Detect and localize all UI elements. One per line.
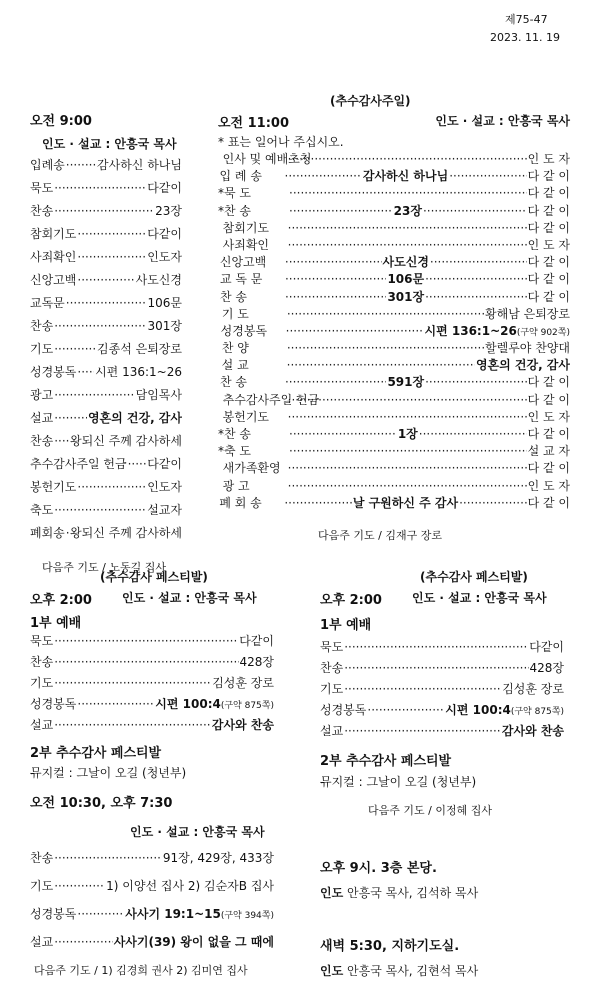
order-row [30,315,182,338]
evening-prayer [320,857,478,901]
leader-dots [77,900,124,928]
leader-dots [288,460,527,477]
order-value: 다 같 이 [527,427,570,441]
order-label: 기도 [30,342,54,356]
order-label: 묵도 [30,181,54,195]
order-row [30,154,182,177]
leader-dots [54,673,211,694]
order-row [30,715,274,736]
dawn-prayer [320,935,478,979]
order-row [218,306,570,323]
leader-dots [449,168,526,185]
order-row [320,679,564,700]
order-label: 봉헌기도 [222,409,270,424]
order-label: 찬송 [30,434,54,448]
order-value: 황해남 은퇴장로 [485,306,570,321]
order-detail: 301장 [387,289,425,304]
order-value: 시편 136:1~26 [95,365,182,379]
service-9am-time: 오전 9:00 [30,114,92,129]
service-11am-next-prayer: 다음주 기도 / 김재구 장로 [318,528,442,542]
order-row [218,409,570,426]
order-label: 찬 송 [224,427,251,441]
service-1030-order [30,844,274,956]
leader-dots [77,223,146,246]
order-label: 축도 [30,503,54,517]
order-label: 신앙고백 [30,273,77,287]
order-row [218,254,570,271]
order-value: 1) 이양선 집사 2) 김순자B 집사 [106,879,274,893]
leader-dots [344,721,501,742]
leader-dots [77,476,146,499]
order-value: 다 같 이 [527,255,570,270]
order-value: 다 같 이 [527,169,570,184]
order-label: 설교 [30,935,54,949]
order-value: 다같이 [529,640,564,654]
leader-dots [367,700,444,721]
order-value: 428장 [239,655,274,669]
order-row [218,443,570,460]
order-row [30,384,182,407]
order-row [218,168,570,185]
leader-dots [289,426,397,443]
order-label: 입례송 [30,158,65,172]
order-label: 교 독 문 [219,272,263,287]
order-row [218,426,570,443]
order-row [218,237,570,254]
leader-dots [288,392,527,409]
order-value: 인 도 자 [527,152,570,166]
evening-prayer-leaders: 안흥국 목사, 김석하 목사 [347,886,479,900]
service-1030-time: 오전 10:30, 오후 7:30 [30,796,173,811]
leader-dots [54,844,162,872]
leader-dots [54,407,87,430]
standing-mark: * [218,427,224,441]
order-value: 다같이 [239,634,274,648]
order-row [30,928,274,956]
order-label: 찬송 [30,655,54,669]
leader-dots [285,168,362,185]
standing-mark: * [218,203,224,218]
leader-dots [54,872,105,900]
order-value: 다 같 이 [527,495,570,510]
order-row [30,223,182,246]
leader-dots [419,426,527,443]
order-value: 다 같 이 [527,203,570,218]
order-value: 다 같 이 [527,220,570,235]
leader-dots [288,478,527,495]
order-value: 설 교 자 [527,444,570,459]
festival-right-title: (추수감사 페스티발) [420,570,528,584]
order-value: 91장, 429장, 433장 [162,851,274,865]
order-reference: (구약 394쪽) [220,911,274,921]
order-row [218,151,570,168]
order-value: 김성훈 장로 [212,676,274,690]
order-row [218,478,570,495]
order-label: 광고 [30,388,54,402]
leader-dots [54,200,154,223]
leader-dots [425,289,526,306]
order-row [30,872,274,900]
leader-dots [287,340,484,357]
order-row [218,289,570,306]
leader-dots [284,495,352,512]
leader-dots [54,315,146,338]
order-label: 광 고 [222,478,250,493]
order-label: 참회기도 [222,220,270,235]
leader-dots [289,185,527,202]
leader-dots [344,679,501,700]
service-1030-officiant: 인도 · 설교 : 안흥국 목사 [130,825,265,839]
order-value: 23장 [155,204,182,218]
order-label: 설교 [320,724,344,738]
order-label: 성경봉독 [30,697,77,711]
service-9am-order [30,154,182,545]
leader-dots [430,254,527,271]
order-label: 사죄확인 [30,250,77,264]
order-value: 인도자 [147,480,182,494]
leader-dots [77,269,134,292]
festival-left-time: 오후 2:00 [30,593,92,608]
order-row [218,185,570,202]
order-detail: 날 구원하신 주 감사 [352,495,459,510]
order-reference: (구약 875쪽) [220,701,274,711]
leader-dots [288,151,527,168]
order-label: 묵 도 [224,186,251,201]
order-value: 왕되신 주께 감사하세 [70,526,182,540]
leader-dots [288,220,527,237]
order-row [320,700,564,721]
order-value: 인도자 [147,250,182,264]
leader-dots [77,694,154,715]
order-label: 추수감사주일 헌금 [30,457,127,471]
order-row [30,673,274,694]
bulletin-number: 제75-47 [505,13,548,26]
order-value: 인 도 자 [527,409,570,424]
leader-dots [128,453,147,476]
order-detail: 시편 100:4 [445,703,511,717]
dawn-prayer-info: 새벽 5:30, 지하기도실. [320,939,460,954]
order-label: 설 교 [221,358,249,373]
leader-dots [287,306,484,323]
leader-dots [289,443,527,460]
service-11am [218,112,570,543]
order-detail: 23장 [393,203,422,218]
order-label: 설교 [30,411,54,425]
leader-dots [285,254,382,271]
order-value: 다 같 이 [527,461,570,476]
order-value: 106문 [147,296,182,310]
order-label: 성경봉독 [30,365,77,379]
order-reference: (구약 902쪽) [516,327,570,338]
order-label: 입 례 송 [219,169,262,184]
leader-dots [54,652,238,673]
leader-dots [66,154,96,177]
order-value: 다 같 이 [527,392,570,407]
order-label: 찬 송 [219,289,247,304]
leader-dots [54,631,238,652]
standing-mark: * [218,444,224,459]
leader-dots [54,928,113,956]
leader-dots [344,658,528,679]
leader-dots [285,289,386,306]
leader-dots [285,374,386,391]
order-row [218,340,570,357]
service-9am [30,110,182,575]
leader-dots [66,522,69,545]
leader-dots [54,430,69,453]
order-label: 추수감사주일 헌금 [222,392,320,407]
order-row [30,522,182,545]
order-detail: 시편 136:1~26 [424,323,517,338]
order-value: 428장 [529,661,564,675]
order-label: 기도 [30,879,54,893]
leader-dots [66,292,147,315]
festival-left-officiant: 인도 · 설교 : 안흥국 목사 [121,591,257,605]
order-value: 김성훈 장로 [502,682,564,696]
evening-prayer-lead-label: 인도 [320,886,344,900]
order-label: 기 도 [221,306,249,321]
order-row [30,499,182,522]
order-row [218,357,570,374]
festival-right [320,568,564,818]
order-label: 새가족환영 [222,461,281,476]
order-row [30,900,274,928]
festival-right-time: 오후 2:00 [320,593,382,608]
order-label: 찬송 [30,319,54,333]
leader-dots [77,246,146,269]
order-row [218,271,570,288]
standing-mark: * [218,186,224,201]
order-value: 다 같 이 [527,375,570,390]
order-row [218,203,570,220]
leader-dots [286,323,424,340]
order-detail: 감사하신 하나님 [362,169,449,184]
order-row [30,177,182,200]
service-1030-next-prayer: 다음주 기도 / 1) 김경희 권사 2) 김미연 집사 [34,964,248,977]
order-value: 설교자 [147,503,182,517]
order-value: 왕되신 주께 감사하세 [70,434,182,448]
leader-dots [77,361,94,384]
leader-dots [423,203,527,220]
order-label: 찬송 [30,851,54,865]
order-value: 담임목사 [135,388,182,402]
order-label: 교독문 [30,296,65,310]
order-label: 폐 회 송 [219,495,262,510]
order-label: 봉헌기도 [30,480,77,494]
dawn-prayer-leaders: 안흥국 목사, 김현석 목사 [347,964,479,978]
order-row [30,453,182,476]
service-9am-officiant: 인도 · 설교 : 안흥국 목사 [42,137,177,151]
order-row [320,658,564,679]
order-row [30,694,274,715]
order-value: 인 도 자 [527,478,570,493]
order-label: 참회기도 [30,227,77,241]
order-row [30,631,274,652]
order-row [30,338,182,361]
order-row [30,407,182,430]
order-row [218,374,570,391]
order-row [30,246,182,269]
order-label: 기도 [320,682,344,696]
order-row [30,844,274,872]
order-label: 설교 [30,718,54,732]
order-row [30,200,182,223]
festival-right-next-prayer: 다음주 기도 / 이정혜 집사 [368,804,492,817]
leader-dots [54,384,134,407]
standing-notice: * 표는 일어나 주십시오. [218,135,344,149]
evening-prayer-info: 오후 9시. 3층 본당. [320,861,437,876]
order-value: 301장 [147,319,182,333]
leader-dots [54,499,146,522]
service-1030 [30,792,274,978]
order-value: 사도신경 [135,273,182,287]
order-label: 기도 [30,676,54,690]
order-value: 영혼의 건강, 감사 [475,358,570,373]
order-label: 신앙고백 [219,255,267,270]
leader-dots [54,338,96,361]
order-detail: 1장 [397,427,418,441]
festival-left [30,568,274,781]
order-value: 다 같 이 [527,186,570,201]
order-label: 축 도 [224,444,251,459]
service-9am-next-prayer: 다음주 기도 / 노동길 집사 [42,561,166,574]
order-detail: 106문 [387,272,425,287]
festival-right-part1: 1부 예배 [320,618,372,633]
festival-left-order [30,631,274,736]
order-row [218,460,570,477]
order-label: 성경봉독 [30,907,77,921]
order-value: 감사와 찬송 [501,724,564,738]
order-row [30,430,182,453]
order-label: 성경봉독 [220,323,268,338]
order-value: 김종석 은퇴장로 [97,342,182,356]
order-detail: 591장 [387,375,425,390]
order-row [30,476,182,499]
order-row [30,652,274,673]
bulletin-date: 2023. 11. 19 [490,31,560,44]
service-11am-officiant: 인도 · 설교 : 안흥국 목사 [435,114,570,128]
leader-dots [288,237,527,254]
order-value: 다 같 이 [527,289,570,304]
order-row [320,721,564,742]
leader-dots [285,271,386,288]
leader-dots [425,374,526,391]
order-row [218,220,570,237]
leader-dots [54,177,146,200]
festival-right-musical: 뮤지컬 : 그날이 오길 (청년부) [320,775,477,789]
order-row [218,323,570,340]
leader-dots [287,357,475,374]
festival-right-part2: 2부 추수감사 페스티발 [320,754,452,769]
leader-dots [459,495,527,512]
festival-left-part1: 1부 예배 [30,616,82,631]
order-detail: 사사기 19:1~15 [125,907,221,921]
order-detail: 사도신경 [382,255,429,270]
festival-left-musical: 뮤지컬 : 그날이 오길 (청년부) [30,766,187,780]
leader-dots [288,409,527,426]
order-value: 영혼의 건강, 감사 [87,411,182,425]
order-row [218,392,570,409]
order-label: 찬송 [30,204,54,218]
festival-left-part2: 2부 추수감사 페스티발 [30,746,162,761]
leader-dots [344,637,528,658]
order-label: 성경봉독 [320,703,367,717]
festival-right-order [320,637,564,742]
service-11am-order [218,151,570,512]
order-label: 묵도 [320,640,344,654]
service-11am-time: 오전 11:00 [218,116,290,131]
leader-dots [289,203,393,220]
festival-right-officiant: 인도 · 설교 : 안흥국 목사 [411,591,547,605]
order-value: 사사기(39) 왕이 없을 그 때에 [113,935,274,949]
main-title: (추수감사주일) [330,94,411,108]
order-label: 묵도 [30,634,54,648]
order-row [30,361,182,384]
order-label: 폐회송 [30,526,65,540]
leader-dots [425,271,526,288]
order-row [218,495,570,512]
order-label: 찬 송 [224,203,251,218]
order-value: 인 도 자 [527,237,570,252]
order-value: 다같이 [147,457,182,471]
order-label: 인사 및 예배초청 [222,152,312,166]
dawn-prayer-lead-label: 인도 [320,964,344,978]
order-label: 찬 양 [221,341,249,356]
order-value: 감사와 찬송 [211,718,274,732]
festival-left-title: (추수감사 페스티발) [100,570,208,584]
order-row [320,637,564,658]
order-value: 다같이 [147,227,182,241]
order-reference: (구약 875쪽) [510,707,564,717]
order-label: 사죄확인 [222,237,270,252]
order-value: 감사하신 하나님 [97,158,182,172]
order-detail: 시편 100:4 [155,697,221,711]
order-value: 다같이 [147,181,182,195]
order-value: 다 같 이 [527,272,570,287]
order-label: 찬 송 [219,375,247,390]
leader-dots [54,715,211,736]
order-label: 찬송 [320,661,344,675]
order-row [30,269,182,292]
order-row [30,292,182,315]
order-value: 할렐루야 찬양대 [485,341,570,356]
